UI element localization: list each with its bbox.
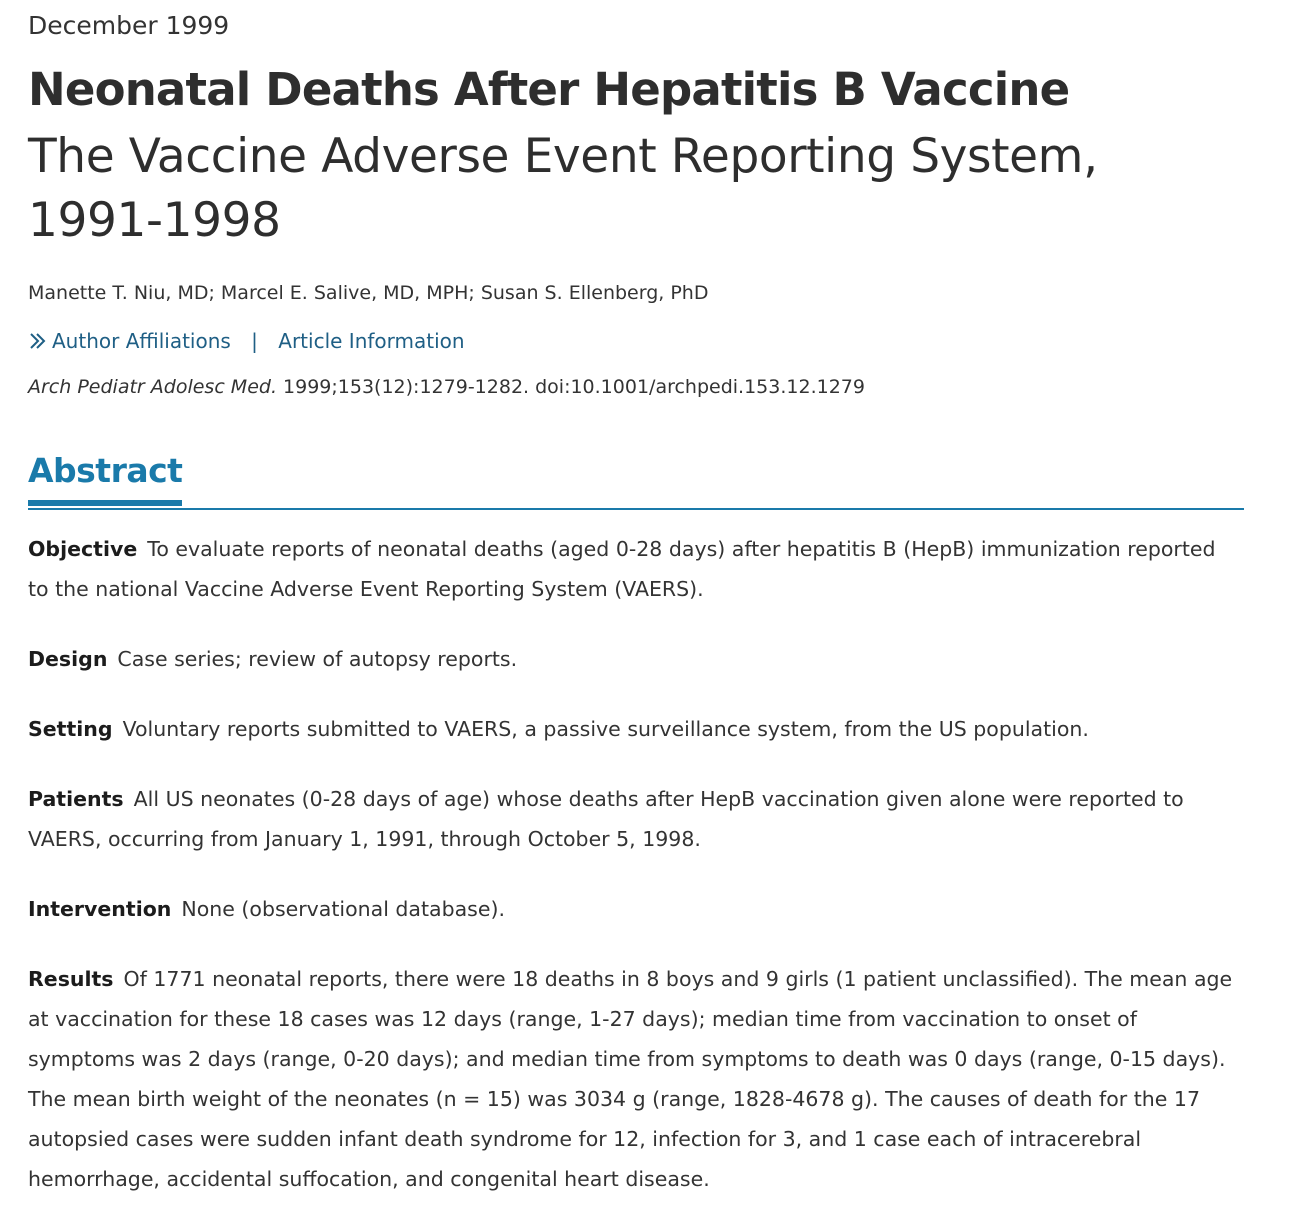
- link-separator: |: [251, 329, 258, 353]
- section-label: Design: [28, 647, 108, 671]
- section-label: Setting: [28, 717, 113, 741]
- section-text: Case series; review of autopsy reports.: [117, 647, 518, 671]
- abstract-section-design: [28, 639, 1240, 679]
- abstract-header: [28, 450, 1244, 510]
- abstract-section-intervention: [28, 889, 1240, 929]
- section-text: Voluntary reports submitted to VAERS, a passive surveillance system, from the US population.: [122, 717, 1089, 741]
- section-label: Patients: [28, 787, 124, 811]
- author-affiliations-label: Author Affiliations: [52, 329, 231, 353]
- article-title: Neonatal Deaths After Hepatitis B Vaccine: [28, 63, 1070, 116]
- journal-name: Arch Pediatr Adolesc Med.: [28, 376, 277, 398]
- article-subtitle: The Vaccine Adverse Event Reporting System, 1991-1998: [28, 129, 1098, 248]
- section-label: Objective: [28, 537, 138, 561]
- section-text: None (observational database).: [181, 897, 505, 921]
- section-text: To evaluate reports of neonatal deaths (aged 0-28 days) after hepatitis B (HepB) immunization reported to the national Vaccine Adverse Event Reporting System (VAERS).: [28, 537, 1216, 601]
- author-affiliations-link[interactable]: [28, 329, 237, 353]
- abstract-section-objective: [28, 529, 1240, 609]
- article-links: [28, 327, 465, 355]
- author-list: Manette T. Niu, MD; Marcel E. Salive, MD, MPH; Susan S. Ellenberg, PhD: [28, 282, 709, 304]
- citation-details: 1999;153(12):1279-1282. doi:10.1001/archpedi.153.12.1279: [277, 376, 865, 398]
- abstract-section-patients: [28, 779, 1240, 859]
- abstract-heading: Abstract: [28, 450, 182, 506]
- section-label: Results: [28, 967, 114, 991]
- section-text: Of 1771 neonatal reports, there were 18 deaths in 8 boys and 9 girls (1 patient unclassified). The mean age at vaccination for these 18 cases was 12 days (range, 1-27 days); median time from vaccination to onset of symptoms was 2 days (range, 0-20 days); and median time from symptoms to death was 0 days (range, 0-15 days). The mean birth weight of the neonates (n = 15) was 3034 g (range, 1828-4678 g). The causes of death for the 17 autopsied cases were sudden infant death syndrome for 12, infection for 3, and 1 case each of intracerebral hemorrhage, accidental suffocation, and congenital heart disease.: [28, 967, 1233, 1191]
- abstract-section-setting: [28, 709, 1240, 749]
- abstract-section-results: [28, 959, 1240, 1199]
- section-text: All US neonates (0-28 days of age) whose deaths after HepB vaccination given alone were reported to VAERS, occurring from January 1, 1991, through October 5, 1998.: [28, 787, 1184, 851]
- citation: [28, 373, 865, 401]
- double-chevron-right-icon: [28, 330, 48, 350]
- section-label: Intervention: [28, 897, 172, 921]
- publication-date: December 1999: [28, 11, 230, 40]
- article-information-link[interactable]: Article Information: [278, 329, 465, 353]
- abstract-body: [28, 529, 1240, 1229]
